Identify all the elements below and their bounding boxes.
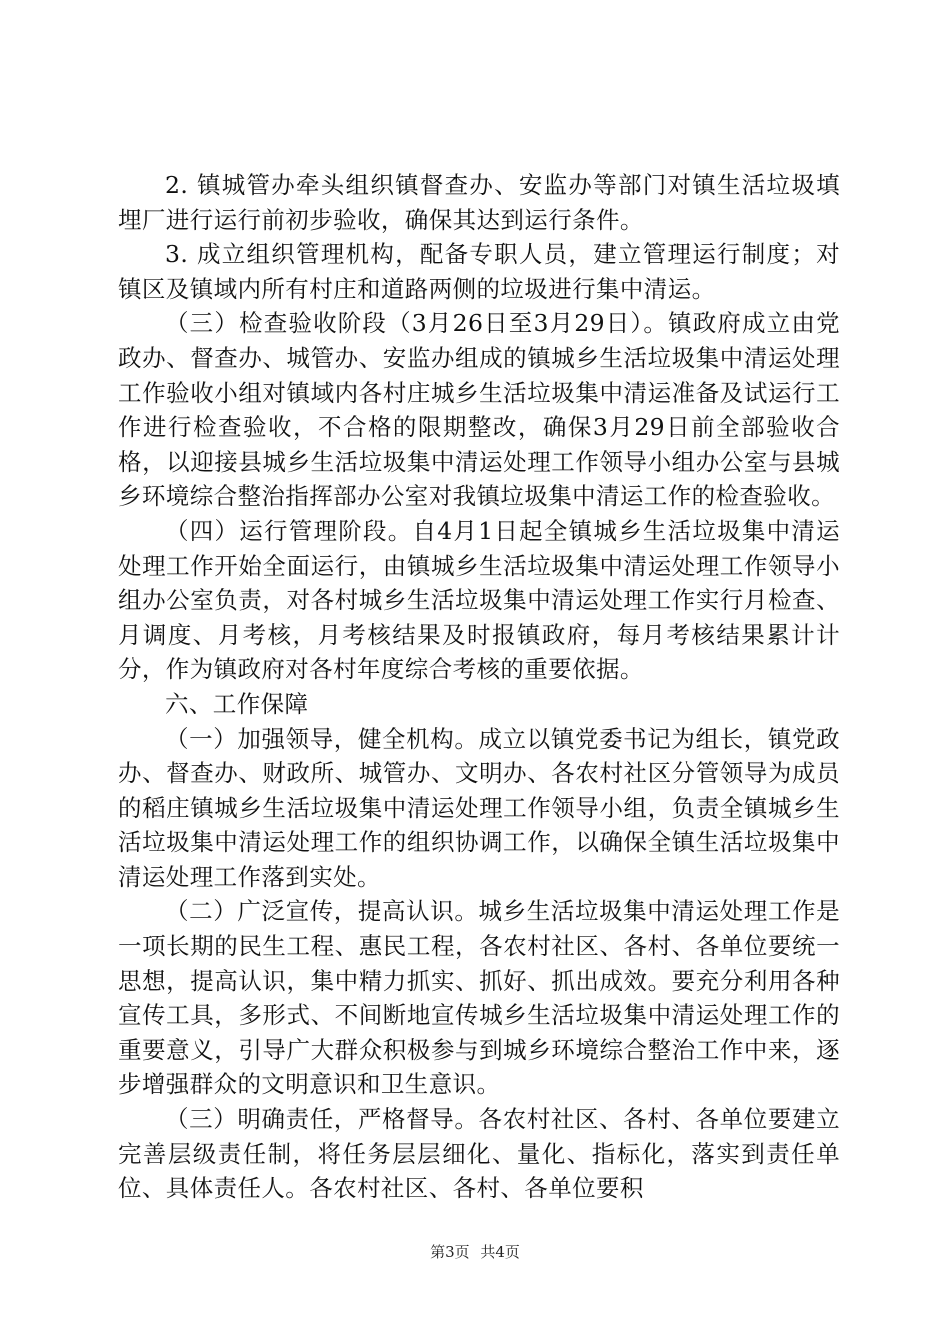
- paragraph-leadership: （一）加强领导，健全机构。成立以镇党委书记为组长，镇党政办、督查办、财政所、城管办、文明办、各农村社区分管领导为成员的稻庄镇城乡生活垃圾集中清运处理工作领导小组，负责全镇城乡生活垃圾集中清运处理工作的组织协调工作，以确保全镇生活垃圾集中清运处理工作落到实处。: [118, 724, 840, 891]
- section-heading-work-guarantee: 六、工作保障: [165, 689, 309, 718]
- page-footer: [0, 1242, 950, 1262]
- paragraph-publicity: （二）广泛宣传，提高认识。城乡生活垃圾集中清运处理工作是一项长期的民生工程、惠民工程，各农村社区、各村、各单位要统一思想，提高认识，集中精力抓实、抓好、抓出成效。要充分利用各种宣传工具，多形式、不间断地宣传城乡生活垃圾集中清运处理工作的重要意义，引导广大群众积极参与到城乡环境综合整治工作中来，逐步增强群众的文明意识和卫生意识。: [118, 897, 840, 1099]
- total-pages: 共4页: [480, 1243, 520, 1261]
- paragraph-inspection-stage: （三）检查验收阶段（3月26日至3月29日）。镇政府成立由党政办、督查办、城管办、安监办组成的镇城乡生活垃圾集中清运处理工作验收小组对镇域内各村庄城乡生活垃圾集中清运准备及试运行工作进行检查验收，不合格的限期整改，确保3月29日前全部验收合格，以迎接县城乡生活垃圾集中清运处理工作领导小组办公室与县城乡环境综合整治指挥部办公室对我镇垃圾集中清运工作的检查验收。: [118, 309, 840, 511]
- paragraph-operation-stage: （四）运行管理阶段。自4月1日起全镇城乡生活垃圾集中清运处理工作开始全面运行，由镇城乡生活垃圾集中清运处理工作领导小组办公室负责，对各村城乡生活垃圾集中清运处理工作实行月检查、月调度、月考核，月考核结果及时报镇政府，每月考核结果累计计分，作为镇政府对各村年度综合考核的重要依据。: [118, 516, 840, 684]
- paragraph-responsibility: （三）明确责任，严格督导。各农村社区、各村、各单位要建立完善层级责任制，将任务层层细化、量化、指标化，落实到责任单位、具体责任人。各农村社区、各村、各单位要积: [118, 1105, 840, 1203]
- paragraph-acceptance-step-3: 3. 成立组织管理机构，配备专职人员，建立管理运行制度；对镇区及镇域内所有村庄和道路两侧的垃圾进行集中清运。: [118, 240, 840, 303]
- document-body: [118, 168, 840, 1206]
- page-number: 第3页: [430, 1243, 470, 1261]
- paragraph-acceptance-step-2: 2. 镇城管办牵头组织镇督查办、安监办等部门对镇生活垃圾填埋厂进行运行前初步验收，确保其达到运行条件。: [118, 171, 840, 234]
